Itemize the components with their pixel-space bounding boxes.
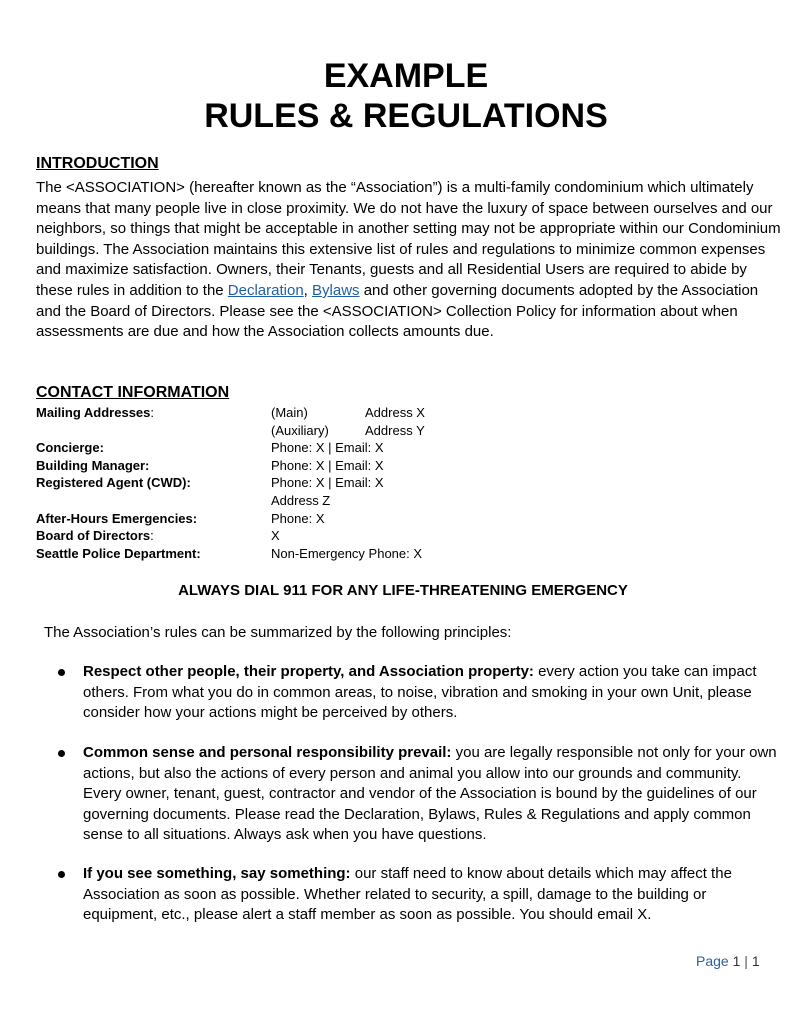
contact-value-text: Address X (365, 405, 425, 420)
contact-value (271, 492, 425, 510)
contact-value-text: Phone: X | Email: X (271, 475, 384, 491)
document-title-line-1: EXAMPLE (323, 57, 489, 95)
intro-comma: , (303, 281, 313, 299)
principle-item (83, 864, 783, 926)
contact-sub-label: (Main) (271, 405, 308, 420)
intro-text-2: and other governing documents adopted by the Association and the Board of Directors. Please see the <ASSOCIATION> Collection Policy for information about when assessments are due and how the Association collects amounts due. (36, 281, 759, 341)
contact-value-text: Phone: X | Email: X (271, 440, 384, 456)
bylaws-link[interactable]: Bylaws (312, 281, 360, 299)
contact-value (271, 510, 425, 528)
contact-row (36, 510, 425, 528)
page-label: Page (696, 953, 729, 969)
intro-text-1: The <ASSOCIATION> (hereafter known as the “Association”) is a multi-family condominium which ultimately means that many people live in close proximity. We do not have the luxury of space between ourselves and our neighbors, so things that might be acceptable in another setting may not be appropriate within our Condominium buildings. The Association maintains this extensive list of rules and regulations to minimize common expenses and maximize satisfaction. Owners, their Tenants, guests and all Residential Users are required to abide by these rules in addition to the (36, 179, 781, 299)
contact-label: Building Manager: (36, 457, 150, 473)
bullet-icon (58, 750, 65, 757)
principle-title: Common sense and personal responsibility prevail: (83, 744, 452, 761)
contact-label: Seattle Police Department: (36, 545, 201, 561)
contact-row (36, 457, 425, 475)
contact-row (36, 545, 425, 563)
contact-value (271, 474, 425, 492)
contact-value-text: Address Y (365, 422, 425, 438)
emergency-notice: ALWAYS DIAL 911 FOR ANY LIFE-THREATENING EMERGENCY (178, 582, 628, 599)
contact-row (36, 404, 425, 422)
contact-label (36, 492, 271, 510)
contact-heading: CONTACT INFORMATION (36, 384, 230, 401)
introduction-heading: INTRODUCTION (36, 155, 159, 172)
contact-row (36, 527, 425, 545)
contact-label: Board of Directors: (36, 528, 154, 544)
principle-title: If you see something, say something: (83, 865, 351, 882)
principle-text: every action you take can impact others. From what you do in common areas, to noise, vibration and smoking in your own Unit, please consider how your actions might be perceived by others. (83, 663, 757, 721)
page-number (696, 953, 760, 969)
principle-title: Respect other people, their property, and Association property: (83, 663, 534, 680)
principle-text: you are legally responsible not only for your own actions, but also the actions of every person and animal you allow into our grounds and community. Every owner, tenant, guest, contractor and vendor of the Association is bound by the guidelines of our governing documents. Please read the Declaration, Bylaws, Rules & Regulations and apply common sense to all situations. Always ask when you have questions. (83, 744, 777, 843)
current-page: 1 (732, 953, 741, 969)
document-title-line-2: RULES & REGULATIONS (204, 97, 608, 135)
contact-label (36, 422, 271, 440)
contact-label: Registered Agent (CWD): (36, 475, 191, 491)
contact-value (271, 527, 425, 545)
contact-row (36, 492, 425, 510)
contact-table (36, 404, 425, 562)
declaration-link[interactable]: Declaration (227, 281, 304, 299)
introduction-paragraph (36, 178, 781, 343)
contact-label: After-Hours Emergencies: (36, 510, 198, 526)
contact-value-text: Address Z (271, 492, 331, 508)
contact-row (36, 422, 425, 440)
contact-row (36, 439, 425, 457)
contact-value-text: Phone: X | Email: X (271, 457, 384, 473)
page-separator: | (744, 953, 748, 969)
contact-value (271, 545, 425, 563)
contact-row (36, 474, 425, 492)
contact-value (271, 404, 425, 422)
contact-value (271, 422, 425, 440)
bullet-icon (58, 871, 65, 878)
principle-text: our staff need to know about details which may affect the Association as soon as possible. Whether related to security, a spill, damage to the building or equipment, etc., please alert a staff member as soon as possible. You should email X. (83, 865, 732, 923)
contact-label: Mailing Addresses: (36, 405, 155, 420)
contact-sub-label: (Auxiliary) (271, 422, 329, 438)
contact-value (271, 439, 425, 457)
bullet-icon (58, 669, 65, 676)
contact-value-text: Phone: X (271, 510, 325, 526)
contact-label: Concierge: (36, 440, 104, 456)
summary-intro: The Association’s rules can be summarized by the following principles: (44, 624, 512, 641)
total-pages: 1 (751, 953, 760, 969)
principle-item (83, 662, 783, 724)
contact-value-text: Non-Emergency Phone: X (271, 545, 423, 561)
contact-value-text: X (271, 528, 280, 544)
contact-value (271, 457, 425, 475)
principle-item (83, 743, 783, 846)
